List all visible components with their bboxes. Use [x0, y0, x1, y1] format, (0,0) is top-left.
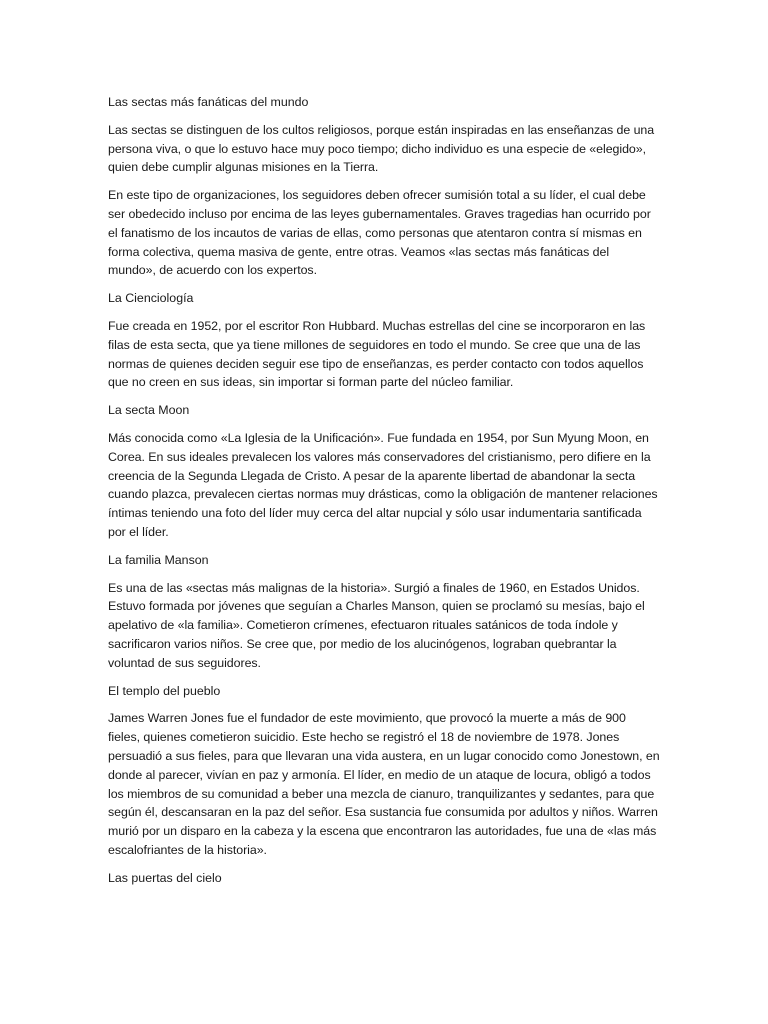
section-heading-templo: El templo del pueblo: [108, 683, 221, 698]
section-heading-moon: La secta Moon: [108, 403, 190, 418]
paragraph-intro: Las sectas se distinguen de los cultos religiosos, porque están inspiradas en las enseñanzas de una persona viva, o que lo estuvo hace muy poco tiempo; dicho individuo es una especie de «elegido», quien debe cumplir algunas misiones en la Tierra.: [108, 122, 655, 175]
paragraph-manson: Es una de las «sectas más malignas de la historia». Surgió a finales de 1960, en Estados Unidos. Estuvo formada por jóvenes que seguían a Charles Manson, quien se proclamó su mesías, bajo el apelativo de «la familia». Cometieron crímenes, efectuaron rituales satánicos de toda índole y sacrificaron varios niños. Se cree que, por medio de los alucinógenos, lograban quebrantar la voluntad de sus seguidores.: [108, 580, 645, 670]
document-page: [108, 93, 660, 896]
section-heading-manson: La familia Manson: [108, 552, 209, 567]
document-title: Las sectas más fanáticas del mundo: [108, 95, 309, 109]
section-heading-cienciologia: La Cienciología: [108, 291, 194, 306]
section-heading-puertas: Las puertas del cielo: [108, 870, 222, 885]
paragraph-organizations: En este tipo de organizaciones, los seguidores deben ofrecer sumisión total a su líder, el cual debe ser obedecido incluso por encima de las leyes gubernamentales. Graves tragedias han ocurrido por el fanatismo de los incautos de varias de ellas, como personas que atentaron contra sí mismas en forma colectiva, quema masiva de gente, entre otras. Veamos «las sectas más fanáticas del mundo», de acuerdo con los expertos.: [108, 188, 651, 278]
paragraph-cienciologia: Fue creada en 1952, por el escritor Ron Hubbard. Muchas estrellas del cine se incorporaron en las filas de esta secta, que ya tiene millones de seguidores en todo el mundo. Se cree que una de las normas de quienes deciden seguir ese tipo de enseñanzas, es perder contacto con todos aquellos que no creen en sus ideas, sin importar si forman parte del núcleo familiar.: [108, 318, 646, 390]
paragraph-templo: James Warren Jones fue el fundador de este movimiento, que provocó la muerte a más de 900 fieles, quienes cometieron suicidio. Este hecho se registró el 18 de noviembre de 1978. Jones persuadió a sus fieles, para que llevaran una vida austera, en un lugar conocido como Jonestown, en donde al parecer, vivían en paz y armonía. El líder, en medio de un ataque de locura, obligó a todos los miembros de su comunidad a beber una mezcla de cianuro, tranquilizantes y sedantes, para que según él, descansaran en la paz del señor. Esa sustancia fue consumida por adultos y niños. Warren murió por un disparo en la cabeza y la escena que encontraron las autoridades, fue una de «las más escalofriantes de la historia».: [108, 711, 660, 857]
paragraph-moon: Más conocida como «La Iglesia de la Unificación». Fue fundada en 1954, por Sun Myung Moon, en Corea. En sus ideales prevalecen los valores más conservadores del cristianismo, pero difiere en la creencia de la Segunda Llegada de Cristo. A pesar de la aparente libertad de abandonar la secta cuando plazca, prevalecen ciertas normas muy drásticas, como la obligación de mantener relaciones íntimas teniendo una foto del líder muy cerca del altar nupcial y sólo usar indumentaria santificada por el líder.: [108, 430, 658, 539]
